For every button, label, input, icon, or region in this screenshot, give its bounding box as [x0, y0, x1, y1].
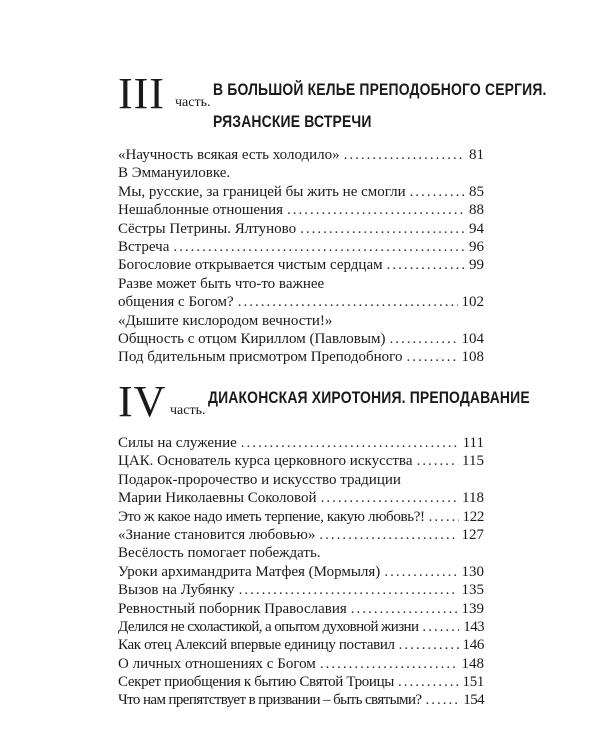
toc-entry[interactable]: Сёстры Петрины. Ялтуново ..... 94: [118, 220, 484, 238]
toc-entry[interactable]: Подарок-пророчество и искусство традиции: [118, 471, 401, 488]
toc-entry[interactable]: Под бдительным присмотром Преподобного ..... 108: [118, 348, 484, 366]
toc-entry[interactable]: Делился не схоластикой, а опытом духовной жизни ..... 143: [118, 618, 484, 636]
part-4-heading: [118, 377, 530, 426]
part-3-numeral: III: [118, 69, 165, 118]
toc-entry[interactable]: Весёлость помогает побеждать.: [118, 545, 321, 562]
toc-entry[interactable]: Мы, русские, за границей бы жить не смогли ..... 85: [118, 183, 484, 201]
toc-entry[interactable]: Марии Николаевны Соколовой ..... 118: [118, 489, 484, 507]
toc-entry[interactable]: общения с Богом? ..... 102: [118, 293, 484, 311]
toc-entry[interactable]: Разве может быть что-то важнее: [118, 275, 325, 292]
toc-entry[interactable]: Нешаблонные отношения ..... 88: [118, 201, 484, 219]
part-4-contents: [118, 434, 484, 710]
part-3-title-line1: В БОЛЬШОЙ КЕЛЬЕ ПРЕПОДОБНОГО СЕРГИЯ.: [213, 80, 547, 99]
part-4-numeral: IV: [118, 377, 167, 426]
toc-entry[interactable]: Это ж какое надо иметь терпение, какую любовь?! ..... 122: [118, 508, 484, 526]
toc-entry[interactable]: О личных отношениях с Богом ..... 148: [118, 655, 484, 673]
part-4-title: ДИАКОНСКАЯ ХИРОТОНИЯ. ПРЕПОДАВАНИЕ: [208, 388, 530, 407]
toc-entry[interactable]: Богословие открывается чистым сердцам ..... 99: [118, 256, 484, 274]
toc-entry[interactable]: Вызов на Лубянку ..... 135: [118, 581, 484, 599]
part-4-label: часть.: [170, 403, 206, 418]
part-3-title-line2: РЯЗАНСКИЕ ВСТРЕЧИ: [213, 112, 372, 131]
part-3-contents: [118, 146, 484, 367]
part-3-heading: [118, 69, 547, 142]
toc-entry[interactable]: «Научность всякая есть холодило» ..... 81: [118, 146, 484, 164]
toc-entry[interactable]: ЦАК. Основатель курса церковного искусства ..... 115: [118, 452, 484, 470]
toc-entry[interactable]: Встреча ..... 96: [118, 238, 484, 256]
toc-entry[interactable]: Секрет приобщения к бытию Святой Троицы ..... 151: [118, 673, 484, 691]
part-3-label: часть.: [175, 95, 211, 110]
toc-entry[interactable]: Общность с отцом Кириллом (Павловым) ..... 104: [118, 330, 484, 348]
toc-entry[interactable]: Как отец Алексий впервые единицу поставил ..... 146: [118, 636, 484, 654]
toc-entry[interactable]: Что нам препятствует в призвании – быть святыми? ..... 154: [118, 691, 484, 709]
toc-entry[interactable]: «Дышите кислородом вечности!»: [118, 312, 333, 329]
toc-entry[interactable]: В Эммануиловке.: [118, 165, 231, 182]
toc-entry[interactable]: «Знание становится любовью» ..... 127: [118, 526, 484, 544]
toc-entry[interactable]: Ревностный поборник Православия ..... 139: [118, 600, 484, 618]
toc-entry[interactable]: Силы на служение ..... 111: [118, 434, 484, 452]
toc-entry[interactable]: Уроки архимандрита Матфея (Мормыля) ..... 130: [118, 563, 484, 581]
